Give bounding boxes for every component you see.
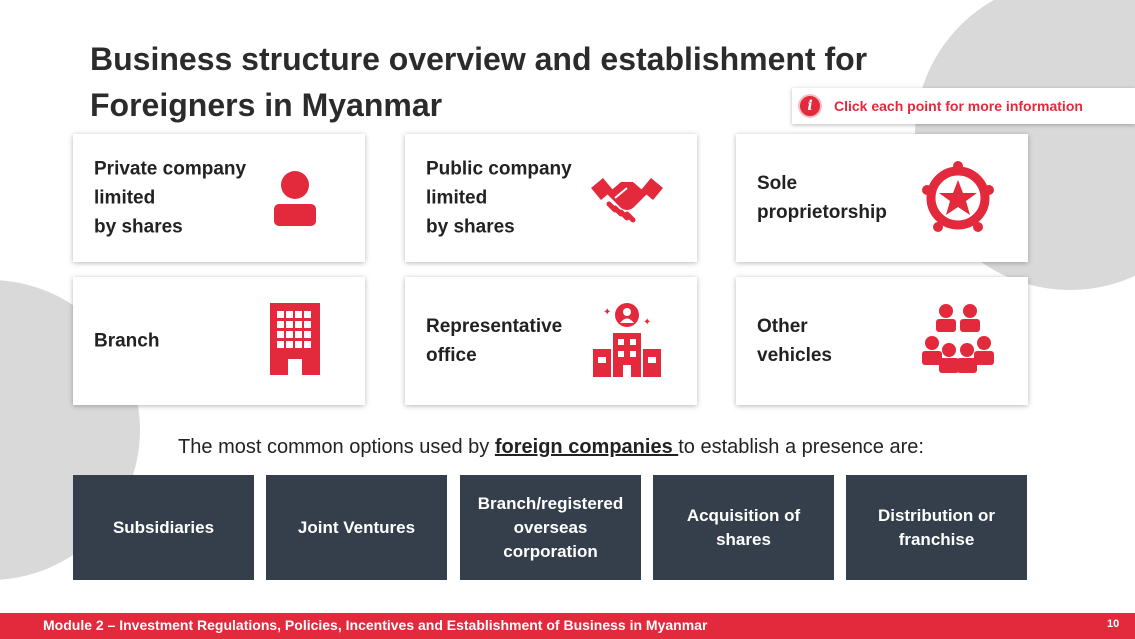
card-label-line: Representative xyxy=(426,316,563,337)
card-label-line: by shares xyxy=(94,216,183,238)
info-icon: i xyxy=(798,94,822,118)
card-sole-proprietorship[interactable] xyxy=(736,134,1028,262)
card-label-line: office xyxy=(426,345,477,366)
footer-bar xyxy=(0,613,1135,639)
person-icon xyxy=(255,158,335,238)
handshake-icon xyxy=(587,158,667,238)
card-label xyxy=(426,155,594,242)
card-label-line: by shares xyxy=(426,216,515,238)
page-title-line-1: Business structure overview and establishment for xyxy=(90,41,868,77)
option-branch-registered[interactable]: Branch/registered overseas corporation xyxy=(460,475,641,580)
card-label-line: Sole xyxy=(757,173,798,194)
card-label-line: limited xyxy=(426,187,488,209)
page-title xyxy=(90,36,910,128)
intro-text: The most common options used by xyxy=(178,436,495,458)
card-representative-office[interactable] xyxy=(405,277,697,405)
card-label-line: proprietorship xyxy=(757,202,887,223)
card-label-line: limited xyxy=(94,187,156,209)
representative-office-icon xyxy=(587,301,667,381)
svg-text:✦: ✦ xyxy=(603,307,612,318)
info-hint-text: Click each point for more information xyxy=(834,98,1083,114)
intro-text-end: to establish a presence are: xyxy=(678,436,924,458)
page-number: 10 xyxy=(1107,618,1120,630)
card-label xyxy=(757,169,925,227)
card-label xyxy=(757,312,925,370)
team-circle-icon xyxy=(918,158,998,238)
card-private-company[interactable] xyxy=(73,134,365,262)
svg-text:✦: ✦ xyxy=(643,317,652,328)
option-subsidiaries[interactable]: Subsidiaries xyxy=(73,475,254,580)
card-label xyxy=(94,327,262,356)
card-label-line: Branch xyxy=(94,330,160,352)
card-other-vehicles[interactable] xyxy=(736,277,1028,405)
option-distribution[interactable]: Distribution or franchise xyxy=(846,475,1027,580)
people-group-icon xyxy=(918,301,998,381)
option-acquisition[interactable]: Acquisition of shares xyxy=(653,475,834,580)
page-title-line-2: Foreigners in Myanmar xyxy=(90,87,443,123)
intro-emphasis: foreign companies xyxy=(494,436,679,458)
footer-module-title: Module 2 – Investment Regulations, Policies, Incentives and Establishment of Business in Myanmar xyxy=(43,617,708,633)
card-branch[interactable] xyxy=(73,277,365,405)
card-label xyxy=(426,312,594,370)
card-label xyxy=(94,155,262,242)
card-public-company[interactable] xyxy=(405,134,697,262)
card-label-line: vehicles xyxy=(757,345,832,366)
card-label-line: Other xyxy=(757,316,808,337)
card-label-line: Private company xyxy=(94,158,247,180)
options-intro xyxy=(0,436,1102,459)
info-hint xyxy=(792,88,1135,124)
card-label-line: Public company xyxy=(426,158,572,180)
option-joint-ventures[interactable]: Joint Ventures xyxy=(266,475,447,580)
building-icon xyxy=(255,301,335,381)
